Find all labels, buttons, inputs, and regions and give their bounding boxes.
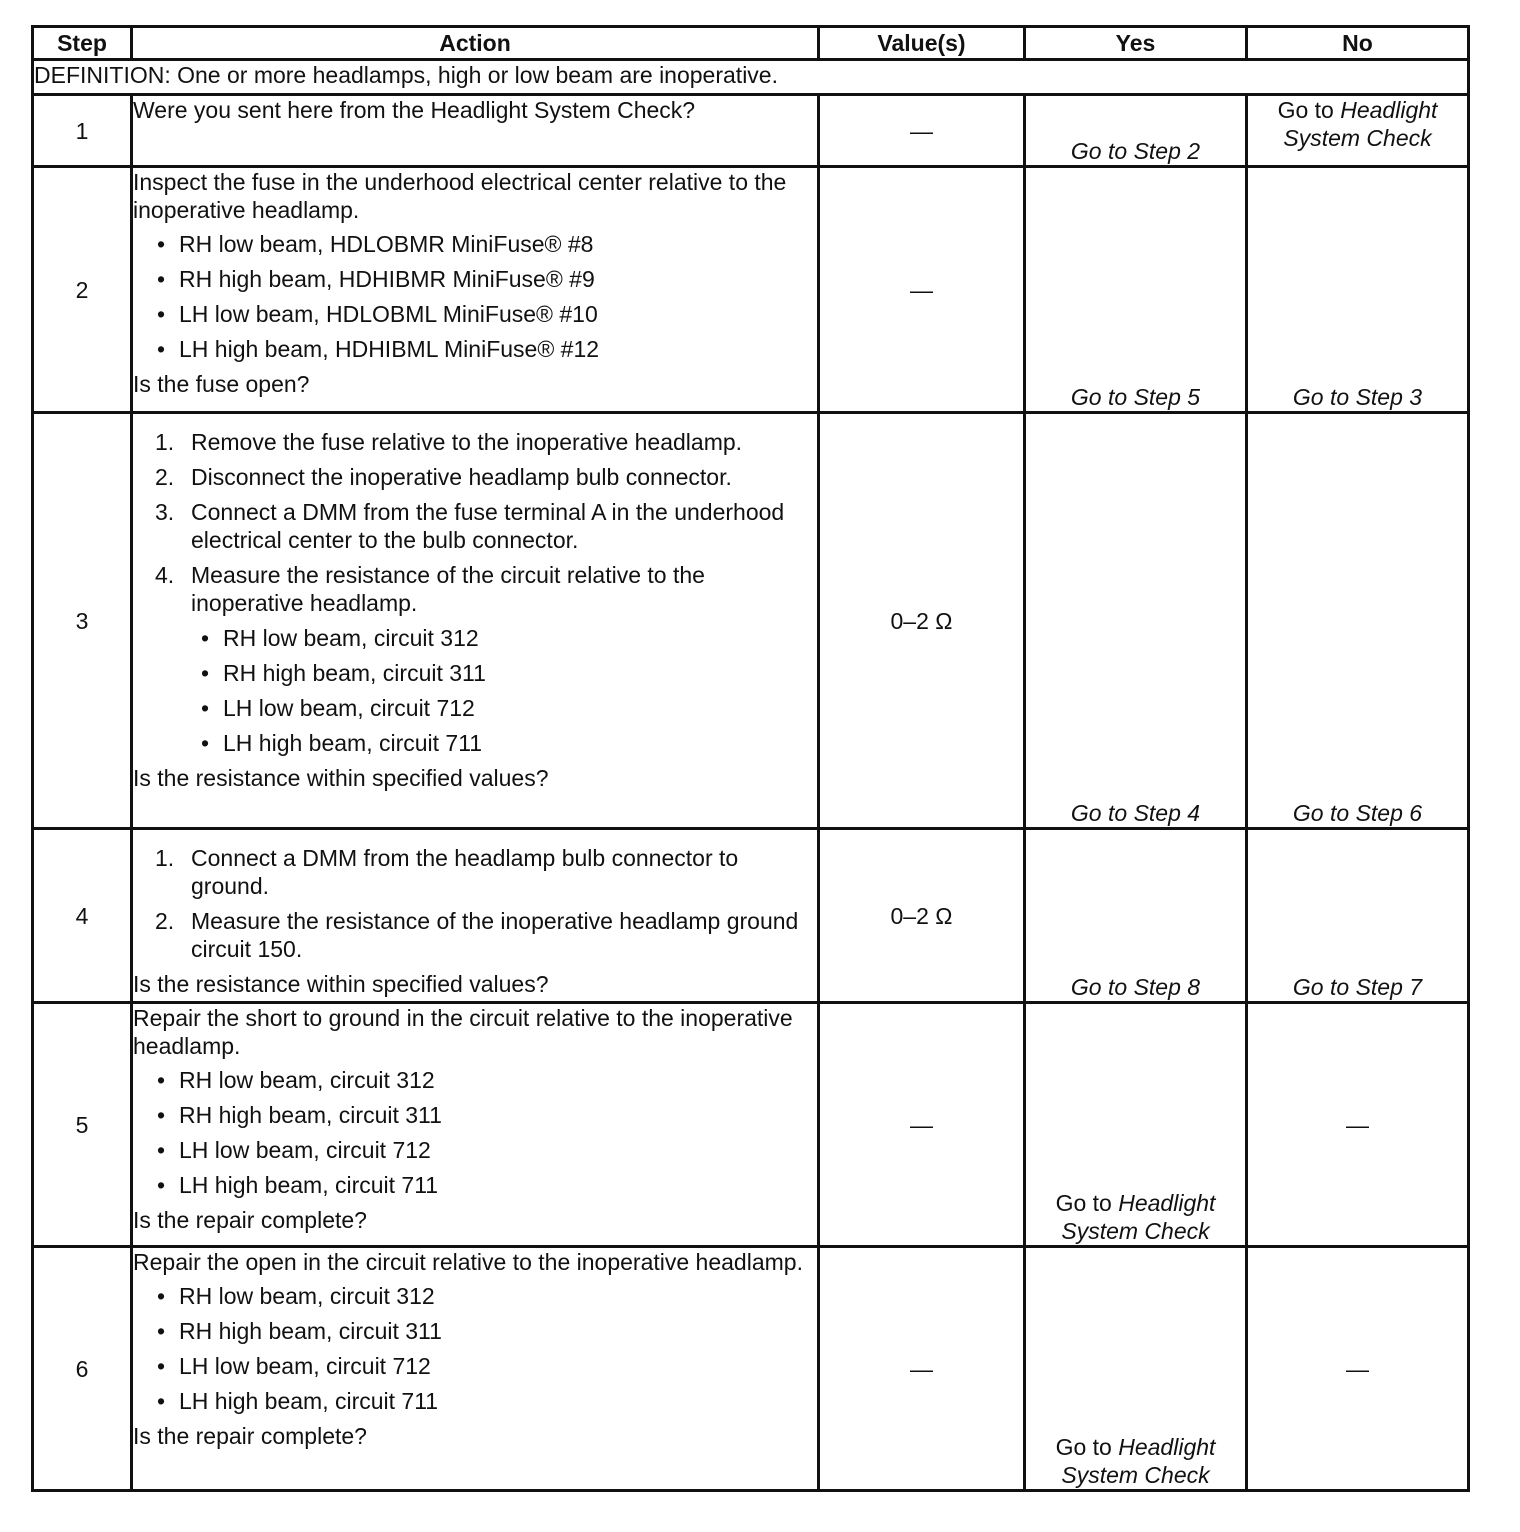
step-number: 3 — [33, 413, 132, 829]
action-cell — [132, 1247, 819, 1491]
list-item: • RH high beam, circuit 311 — [201, 659, 817, 687]
yes-prefix: Go to — [1055, 1190, 1119, 1216]
diagnostic-table — [31, 25, 1470, 1492]
yes-prefix: Go to — [1055, 1434, 1119, 1460]
sub-bullet-list — [191, 624, 817, 757]
value-cell: — — [819, 95, 1025, 167]
list-item: • LH low beam, HDLOBML MiniFuse® #10 — [157, 300, 817, 328]
list-item: • RH low beam, circuit 312 — [157, 1282, 817, 1310]
table-row — [33, 95, 1469, 167]
list-item: • RH high beam, circuit 311 — [157, 1317, 817, 1345]
yes-link[interactable]: Go to Step 5 — [1070, 384, 1201, 410]
header-row — [33, 27, 1469, 60]
yes-link[interactable]: Go to Step 2 — [1070, 138, 1201, 164]
step-number: 4 — [33, 829, 132, 1003]
list-item: 1. Connect a DMM from the headlamp bulb connector to ground. — [155, 845, 739, 899]
header-values: Value(s) — [819, 27, 1025, 60]
list-item: • RH low beam, HDLOBMR MiniFuse® #8 — [157, 230, 817, 258]
yes-cell — [1025, 167, 1247, 413]
table-row — [33, 829, 1469, 1003]
list-item: 1. Remove the fuse relative to the inoperative headlamp. — [155, 429, 743, 455]
yes-cell — [1025, 1003, 1247, 1247]
no-cell: — — [1247, 1003, 1469, 1247]
header-yes: Yes — [1025, 27, 1247, 60]
numbered-list — [133, 428, 817, 757]
bullet-list — [133, 230, 817, 363]
bullet-list — [133, 1282, 817, 1415]
list-item: • LH low beam, circuit 712 — [157, 1352, 817, 1380]
yes-link[interactable]: Go to Step 8 — [1070, 974, 1201, 1000]
list-item: • LH high beam, circuit 711 — [157, 1387, 817, 1415]
action-question: Is the fuse open? — [133, 371, 310, 397]
step-number: 5 — [33, 1003, 132, 1247]
action-question: Is the resistance within specified values? — [133, 971, 549, 997]
no-cell — [1247, 829, 1469, 1003]
list-item: • LH high beam, HDHIBML MiniFuse® #12 — [157, 335, 817, 363]
no-cell — [1247, 167, 1469, 413]
header-action: Action — [132, 27, 819, 60]
list-item: • RH low beam, circuit 312 — [157, 1066, 817, 1094]
no-link[interactable]: Go to Step 6 — [1292, 800, 1423, 826]
yes-cell — [1025, 95, 1247, 167]
action-text: Repair the short to ground in the circuit relative to the inoperative headlamp. — [133, 1005, 793, 1059]
definition-text: DEFINITION: One or more headlamps, high or low beam are inoperative. — [33, 60, 1469, 95]
list-item: 2. Measure the resistance of the inoperative headlamp ground circuit 150. — [155, 908, 799, 962]
no-link[interactable]: Go to Step 3 — [1292, 384, 1423, 410]
list-item: 4. Measure the resistance of the circuit relative to the inoperative headlamp. • RH low beam, circuit 312 • RH high beam, circuit 311 • LH low beam, circuit 712 • LH high beam, circuit 711 — [155, 561, 817, 757]
numbered-list — [133, 844, 817, 963]
header-step: Step — [33, 27, 132, 60]
list-item: • RH low beam, circuit 312 — [201, 624, 817, 652]
list-item: • RH high beam, circuit 311 — [157, 1101, 817, 1129]
list-item: • LH low beam, circuit 712 — [157, 1136, 817, 1164]
action-cell — [132, 95, 819, 167]
value-cell: — — [819, 1247, 1025, 1491]
yes-cell — [1025, 829, 1247, 1003]
no-cell — [1247, 95, 1469, 167]
action-question: Is the repair complete? — [133, 1207, 367, 1233]
step-number: 2 — [33, 167, 132, 413]
action-text: Repair the open in the circuit relative to the inoperative headlamp. — [133, 1249, 803, 1275]
list-item: • RH high beam, HDHIBMR MiniFuse® #9 — [157, 265, 817, 293]
action-cell — [132, 167, 819, 413]
yes-link[interactable]: Go to Step 4 — [1070, 800, 1201, 826]
yes-cell — [1025, 413, 1247, 829]
yes-link[interactable]: Headlight System Check — [1061, 1434, 1216, 1488]
step-number: 1 — [33, 95, 132, 167]
yes-cell — [1025, 1247, 1247, 1491]
list-item: • LH high beam, circuit 711 — [201, 729, 817, 757]
table-row — [33, 413, 1469, 829]
no-link[interactable]: Headlight System Check — [1283, 97, 1438, 151]
no-link[interactable]: Go to Step 7 — [1292, 974, 1423, 1000]
action-cell — [132, 1003, 819, 1247]
step-number: 6 — [33, 1247, 132, 1491]
value-cell: — — [819, 167, 1025, 413]
list-item: • LH high beam, circuit 711 — [157, 1171, 817, 1199]
no-cell: — — [1247, 1247, 1469, 1491]
list-item: 3. Connect a DMM from the fuse terminal A in the underhood electrical center to the bulb connector. — [155, 499, 785, 553]
value-cell: 0–2 Ω — [819, 413, 1025, 829]
action-cell — [132, 413, 819, 829]
action-question: Is the resistance within specified values? — [133, 765, 549, 791]
table-row — [33, 167, 1469, 413]
action-cell — [132, 829, 819, 1003]
yes-link[interactable]: Headlight System Check — [1061, 1190, 1216, 1244]
action-text: Inspect the fuse in the underhood electrical center relative to the inoperative headlamp. — [133, 169, 787, 223]
value-cell: 0–2 Ω — [819, 829, 1025, 1003]
bullet-list — [133, 1066, 817, 1199]
value-cell: — — [819, 1003, 1025, 1247]
action-question: Is the repair complete? — [133, 1423, 367, 1449]
definition-row — [33, 60, 1469, 95]
table-row — [33, 1247, 1469, 1491]
no-prefix: Go to — [1277, 97, 1341, 123]
action-text: Were you sent here from the Headlight System Check? — [133, 97, 696, 123]
list-item: 2. Disconnect the inoperative headlamp bulb connector. — [155, 464, 732, 490]
list-item: • LH low beam, circuit 712 — [201, 694, 817, 722]
no-cell — [1247, 413, 1469, 829]
header-no: No — [1247, 27, 1469, 60]
table-row — [33, 1003, 1469, 1247]
